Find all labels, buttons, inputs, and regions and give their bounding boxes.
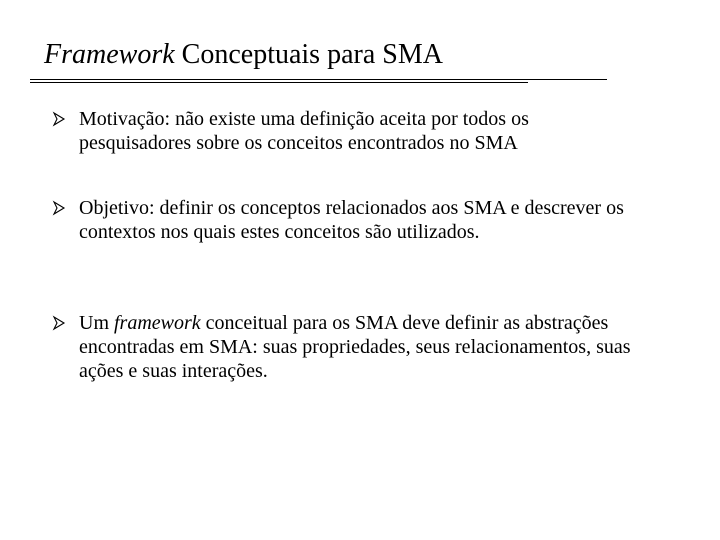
arrowhead-bullet-icon (52, 196, 66, 220)
bullet-text-framework-end: conceitual para os SMA deve definir as abstrações encontradas em SMA: suas propriedades, seus relacionamentos, suas ações e suas interações. (79, 312, 631, 382)
slide-title-rest: Conceptuais para SMA (174, 39, 443, 70)
arrowhead-bullet-icon (52, 107, 66, 131)
arrowhead-bullet-icon (52, 311, 66, 335)
bullet-text-framework (79, 311, 639, 383)
bullet-text-framework-start: Um (79, 312, 114, 334)
slide-title-emphasis: Framework (44, 39, 175, 70)
bullet-text-objetivo: Objetivo: definir os conceptos relacionados aos SMA e descrever os contextos nos quais estes conceitos são utilizados. (79, 197, 624, 243)
bullet-text-framework-emphasis: framework (114, 312, 201, 334)
bullet-text-motivacao: Motivação: não existe uma definição aceita por todos os pesquisadores sobre os conceitos encontrados no SMA (79, 108, 529, 154)
